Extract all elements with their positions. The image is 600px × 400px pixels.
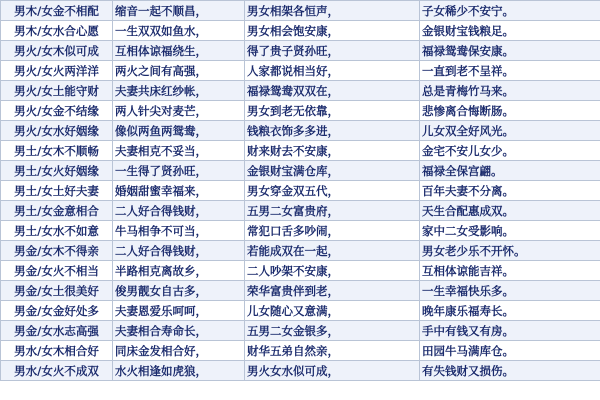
phrase-cell: 两人针尖对麦芒，	[113, 101, 245, 121]
phrase-cell: 水火相逢如虎狼，	[113, 361, 245, 381]
table-row	[1, 21, 600, 41]
pair-cell: 男水/女木相合好	[1, 341, 113, 361]
phrase-cell: 田园牛马满库仓。	[420, 341, 600, 361]
pair-cell: 男火/女木似可成	[1, 41, 113, 61]
phrase-cell: 一生幸福快乐多。	[420, 281, 600, 301]
pair-cell: 男土/女金意相合	[1, 201, 113, 221]
pair-cell: 男火/女水好姻缘	[1, 121, 113, 141]
phrase-cell: 同床金发相合好，	[113, 341, 245, 361]
phrase-cell: 有失钱财又损伤。	[420, 361, 600, 381]
phrase-cell: 得了贵子贤孙旺，	[245, 41, 420, 61]
phrase-cell: 互相体谅福绕生，	[113, 41, 245, 61]
phrase-cell: 五男二女金银多，	[245, 321, 420, 341]
pair-cell: 男土/女水不如意	[1, 221, 113, 241]
phrase-cell: 财来财去不安康，	[245, 141, 420, 161]
pair-cell: 男金/女木不得亲	[1, 241, 113, 261]
phrase-cell: 二人好合得钱财，	[113, 201, 245, 221]
table-row	[1, 261, 600, 281]
table-row	[1, 181, 600, 201]
pair-cell: 男金/女水志高强	[1, 321, 113, 341]
pair-cell: 男火/女金不结缘	[1, 101, 113, 121]
pair-cell: 男火/女土能守财	[1, 81, 113, 101]
table-row	[1, 301, 600, 321]
phrase-cell: 福禄鸳鸯双双在，	[245, 81, 420, 101]
table-row	[1, 141, 600, 161]
phrase-cell: 二人吵架不安康，	[245, 261, 420, 281]
phrase-cell: 一生双双如鱼水，	[113, 21, 245, 41]
pair-cell: 男金/女土很美好	[1, 281, 113, 301]
phrase-cell: 总是青梅竹马来。	[420, 81, 600, 101]
phrase-cell: 男女相架各恒声，	[245, 1, 420, 21]
phrase-cell: 婚姻甜蜜幸福来，	[113, 181, 245, 201]
pair-cell: 男火/女火两洋洋	[1, 61, 113, 81]
phrase-cell: 男女老少乐不开怀。	[420, 241, 600, 261]
pair-cell: 男木/女水合心愿	[1, 21, 113, 41]
phrase-cell: 半路相克离故乡，	[113, 261, 245, 281]
phrase-cell: 两火之间有高强，	[113, 61, 245, 81]
phrase-cell: 百年夫妻不分离。	[420, 181, 600, 201]
phrase-cell: 俊男靓女自古多，	[113, 281, 245, 301]
phrase-cell: 互相体谅能吉祥。	[420, 261, 600, 281]
table-row	[1, 61, 600, 81]
table-row	[1, 341, 600, 361]
phrase-cell: 像似两鱼两鸳鸯，	[113, 121, 245, 141]
phrase-cell: 夫妻恩爱乐呵呵，	[113, 301, 245, 321]
phrase-cell: 缩音一起不顺昌，	[113, 1, 245, 21]
table-row	[1, 281, 600, 301]
phrase-cell: 晚年康乐福寿长。	[420, 301, 600, 321]
table-row	[1, 201, 600, 221]
phrase-cell: 夫妻共床红纱帐，	[113, 81, 245, 101]
phrase-cell: 一直到老不呈祥。	[420, 61, 600, 81]
table-row	[1, 361, 600, 381]
phrase-cell: 钱粮衣饰多多进，	[245, 121, 420, 141]
phrase-cell: 夫妻相合寿命长，	[113, 321, 245, 341]
phrase-cell: 男女到老无依靠，	[245, 101, 420, 121]
phrase-cell: 五男二女富贵府，	[245, 201, 420, 221]
phrase-cell: 手中有钱又有房。	[420, 321, 600, 341]
phrase-cell: 金宅不安儿女少。	[420, 141, 600, 161]
table-row	[1, 81, 600, 101]
phrase-cell: 福禄全保宫翩。	[420, 161, 600, 181]
table-row	[1, 121, 600, 141]
table-row	[1, 1, 600, 21]
phrase-cell: 悲惨离合悔断肠。	[420, 101, 600, 121]
phrase-cell: 天生合配惠成双。	[420, 201, 600, 221]
phrase-cell: 牛马相争不可当，	[113, 221, 245, 241]
phrase-cell: 子女稀少不安宁。	[420, 1, 600, 21]
table-row	[1, 41, 600, 61]
phrase-cell: 男女相会饱安康，	[245, 21, 420, 41]
phrase-cell: 若能成双在一起，	[245, 241, 420, 261]
table-row	[1, 241, 600, 261]
phrase-cell: 金银财宝钱粮足。	[420, 21, 600, 41]
table-row	[1, 321, 600, 341]
phrase-cell: 常犯口舌多吵闹，	[245, 221, 420, 241]
pair-cell: 男金/女金好处多	[1, 301, 113, 321]
phrase-cell: 儿女双全好风光。	[420, 121, 600, 141]
phrase-cell: 福禄鸳鸯保安康。	[420, 41, 600, 61]
phrase-cell: 财华五弟自然亲，	[245, 341, 420, 361]
pair-cell: 男土/女木不顺畅	[1, 141, 113, 161]
pair-cell: 男金/女火不相当	[1, 261, 113, 281]
phrase-cell: 一生得了贤孙旺，	[113, 161, 245, 181]
phrase-cell: 家中二女受影响。	[420, 221, 600, 241]
phrase-cell: 荣华富贵伴到老，	[245, 281, 420, 301]
phrase-cell: 金银财宝满仓库，	[245, 161, 420, 181]
phrase-cell: 儿女随心又意满，	[245, 301, 420, 321]
phrase-cell: 夫妻相克不妥当，	[113, 141, 245, 161]
table-row	[1, 221, 600, 241]
pair-cell: 男土/女土好夫妻	[1, 181, 113, 201]
table-row	[1, 161, 600, 181]
phrase-cell: 男火女水似可成，	[245, 361, 420, 381]
phrase-cell: 二人好合得钱财，	[113, 241, 245, 261]
phrase-cell: 男女穿金双五代，	[245, 181, 420, 201]
pair-cell: 男土/女火好姻缘	[1, 161, 113, 181]
pair-cell: 男水/女火不成双	[1, 361, 113, 381]
pair-cell: 男木/女金不相配	[1, 1, 113, 21]
table-row	[1, 101, 600, 121]
phrase-cell: 人家都说相当好，	[245, 61, 420, 81]
